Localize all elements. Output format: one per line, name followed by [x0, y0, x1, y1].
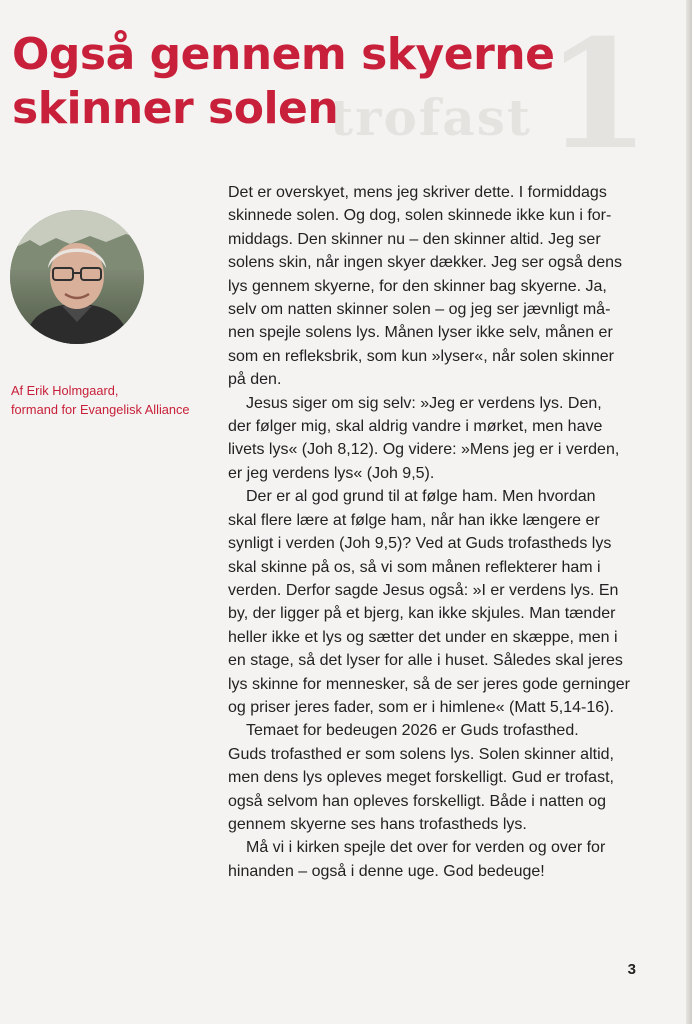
- text-line: en stage, så det lyser for alle i huset. Således skal jeres: [228, 652, 623, 670]
- article-title: [12, 28, 632, 136]
- paragraph: [228, 836, 668, 883]
- author-avatar: [10, 210, 144, 344]
- text-line: Må vi i kirken spejle det over for verden og over for: [246, 839, 606, 857]
- author-byline: [11, 381, 206, 419]
- text-line: skal skinne på os, så vi som månen reflekterer ham i: [228, 558, 601, 576]
- text-line: Det er overskyet, mens jeg skriver dette. I formiddags: [228, 184, 607, 201]
- text-line: Guds trofasthed er som solens lys. Solen skinner altid,: [228, 745, 614, 763]
- text-line: hinanden – også i denne uge. God bedeuge!: [228, 862, 545, 880]
- text-line: skinnede solen. Og dog, solen skinnede ikke kun i for-: [228, 207, 612, 225]
- page-number: 3: [627, 961, 636, 978]
- paragraph: [228, 719, 668, 836]
- title-line-1: Også gennem skyerne: [12, 29, 555, 80]
- text-line: livets lys« (Joh 8,12). Og videre: »Mens jeg er i verden,: [228, 441, 620, 459]
- text-line: solens skin, når ingen skyer dækker. Jeg ser også dens: [228, 254, 622, 272]
- show-through-numeral: 1: [545, 7, 650, 183]
- text-line: lys gennem skyerne, for den skinner bag skyerne. Ja,: [228, 277, 607, 295]
- text-line: synligt i verden (Joh 9,5)? Ved at Guds trofastheds lys: [228, 535, 612, 553]
- text-line: der følger mig, skal aldrig vandre i mørket, men have: [228, 418, 603, 436]
- text-line: men dens lys opleves meget forskelligt. Gud er trofast,: [228, 769, 614, 787]
- article-body: [228, 181, 668, 883]
- text-line: også selvom han opleves forskelligt. Både i natten og: [228, 792, 607, 810]
- paragraph: [228, 485, 668, 719]
- show-through-heading: trofast: [330, 88, 532, 147]
- text-line: gennem skyerne ses hans trofastheds lys.: [228, 815, 527, 833]
- text-line: Der er al god grund til at følge ham. Men hvordan: [246, 488, 596, 506]
- text-line: nen spejle solens lys. Månen lyser ikke selv, månen er: [228, 324, 613, 342]
- byline-author: Af Erik Holmgaard,: [11, 383, 119, 398]
- text-line: heller ikke et lys og sætter det under en skæppe, men i: [228, 628, 618, 646]
- text-line: på den.: [228, 371, 282, 389]
- text-line: som en refleksbrik, som kun »lyser«, når solen skinner: [228, 347, 614, 365]
- text-line: Temaet for bedeugen 2026 er Guds trofasthed.: [246, 722, 579, 740]
- text-line: by, der ligger på et bjerg, kan ikke skjules. Man tænder: [228, 605, 616, 623]
- title-line-2: skinner solen: [12, 83, 339, 134]
- text-line: selv om natten skinner solen – og jeg ser jævnligt må-: [228, 301, 611, 319]
- paragraph: [228, 392, 668, 486]
- text-line: er jeg verdens lys« (Joh 9,5).: [228, 464, 435, 482]
- text-line: middags. Den skinner nu – den skinner altid. Jeg ser: [228, 230, 601, 248]
- page-edge: [686, 0, 692, 1024]
- text-line: og priser jeres fader, som er i himlene« (Matt 5,14-16).: [228, 698, 614, 716]
- text-line: skal flere lære at følge ham, når han ikke længere er: [228, 511, 600, 529]
- text-line: verden. Derfor sagde Jesus også: »I er verdens lys. En: [228, 581, 619, 599]
- paragraph: [228, 181, 668, 392]
- byline-role: formand for Evangelisk Alliance: [11, 402, 190, 417]
- author-portrait-image: [10, 210, 144, 344]
- text-line: lys skinne for mennesker, så de ser jeres gode gerninger: [228, 675, 630, 693]
- text-line: Jesus siger om sig selv: »Jeg er verdens lys. Den,: [246, 394, 602, 412]
